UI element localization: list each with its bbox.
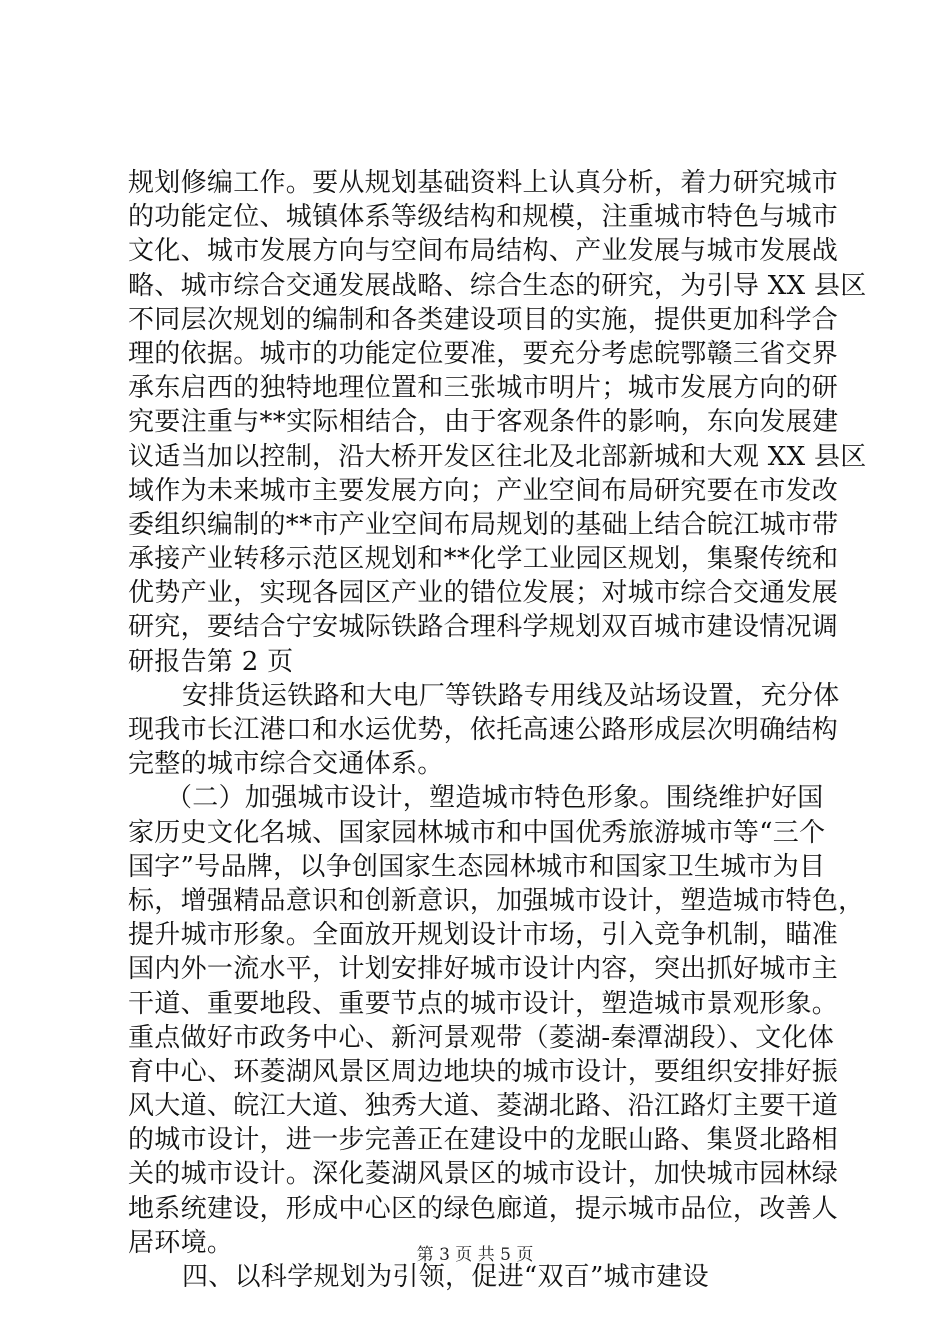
text-line: 议适当加以控制，沿大桥开发区往北及北部新城和大观 XX 县区 (128, 441, 867, 472)
text-line: 究要注重与**实际相结合，由于客观条件的影响，东向发展建 (128, 407, 839, 438)
text-line: 的功能定位、城镇体系等级结构和规模，注重城市特色与城市 (128, 202, 839, 233)
document-body (128, 166, 867, 1294)
text-line: 委组织编制的**市产业空间布局规划的基础上结合皖江城市带 (128, 509, 839, 540)
paragraph-start: 安排货运铁路和大电厂等铁路专用线及站场设置，充分体 (182, 680, 840, 711)
text-line: 家历史文化名城、国家园林城市和中国优秀旅游城市等“三个 (128, 817, 826, 848)
text-line: 规划修编工作。要从规划基础资料上认真分析，着力研究城市 (128, 168, 839, 198)
text-line: 国字”号品牌，以争创国家生态园林城市和国家卫生城市为目 (128, 851, 826, 882)
text-line: 国内外一流水平，计划安排好城市设计内容，突出抓好城市主 (128, 954, 839, 985)
text-line: 优势产业，实现各园区产业的错位发展；对城市综合交通发展 (128, 578, 839, 609)
text-line: 域作为未来城市主要发展方向；产业空间布局研究要在市发改 (128, 475, 839, 506)
text-line: 略、城市综合交通发展战略、综合生态的研究，为引导 XX 县区 (128, 270, 867, 301)
text-line: 育中心、环菱湖风景区周边地块的城市设计，要组织安排好振 (128, 1056, 839, 1087)
text-line: 关的城市设计。深化菱湖风景区的城市设计，加快城市园林绿 (128, 1159, 839, 1190)
text-line: 重点做好市政务中心、新河景观带（菱湖-秦潭湖段）、文化体 (128, 1022, 835, 1053)
section-heading-2: （二）加强城市设计，塑造城市特色形象。围绕维护好国 (166, 783, 824, 814)
text-line: 风大道、皖江大道、独秀大道、菱湖北路、沿江路灯主要干道 (128, 1091, 839, 1122)
text-line: 研报告第 2 页 (128, 646, 294, 677)
text-line: 现我市长江港口和水运优势，依托高速公路形成层次明确结构 (128, 715, 839, 745)
text-line: 研究，要结合宁安城际铁路合理科学规划双百城市建设情况调 (128, 612, 839, 643)
section-heading-4: 四、以科学规划为引领，促进“双百”城市建设 (182, 1262, 709, 1292)
text-line: 完整的城市综合交通体系。 (128, 749, 444, 780)
text-line: 居环境。 (128, 1227, 234, 1258)
text-line: 承东启西的独特地理位置和三张城市明片；城市发展方向的研 (128, 373, 839, 404)
text-line: 干道、重要地段、重要节点的城市设计，塑造城市景观形象。 (128, 988, 839, 1019)
text-line: 不同层次规划的编制和各类建设项目的实施，提供更加科学合 (128, 304, 839, 335)
text-line: 地系统建设，形成中心区的绿色廊道，提示城市品位，改善人 (128, 1193, 839, 1224)
text-line: 的城市设计，进一步完善正在建设中的龙眠山路、集贤北路相 (128, 1125, 839, 1156)
text-line: 标，增强精品意识和创新意识，加强城市设计，塑造城市特色， (128, 885, 865, 916)
text-line: 承接产业转移示范区规划和**化学工业园区规划，集聚传统和 (128, 544, 839, 575)
text-line: 理的依据。城市的功能定位要准，要充分考虑皖鄂赣三省交界 (128, 338, 839, 369)
page-number: 第 3 页 共 5 页 (416, 1245, 534, 1265)
text-line: 提升城市形象。全面放开规划设计市场，引入竞争机制，瞄准 (128, 920, 839, 951)
text-line: 文化、城市发展方向与空间布局结构、产业发展与城市发展战 (128, 236, 839, 267)
